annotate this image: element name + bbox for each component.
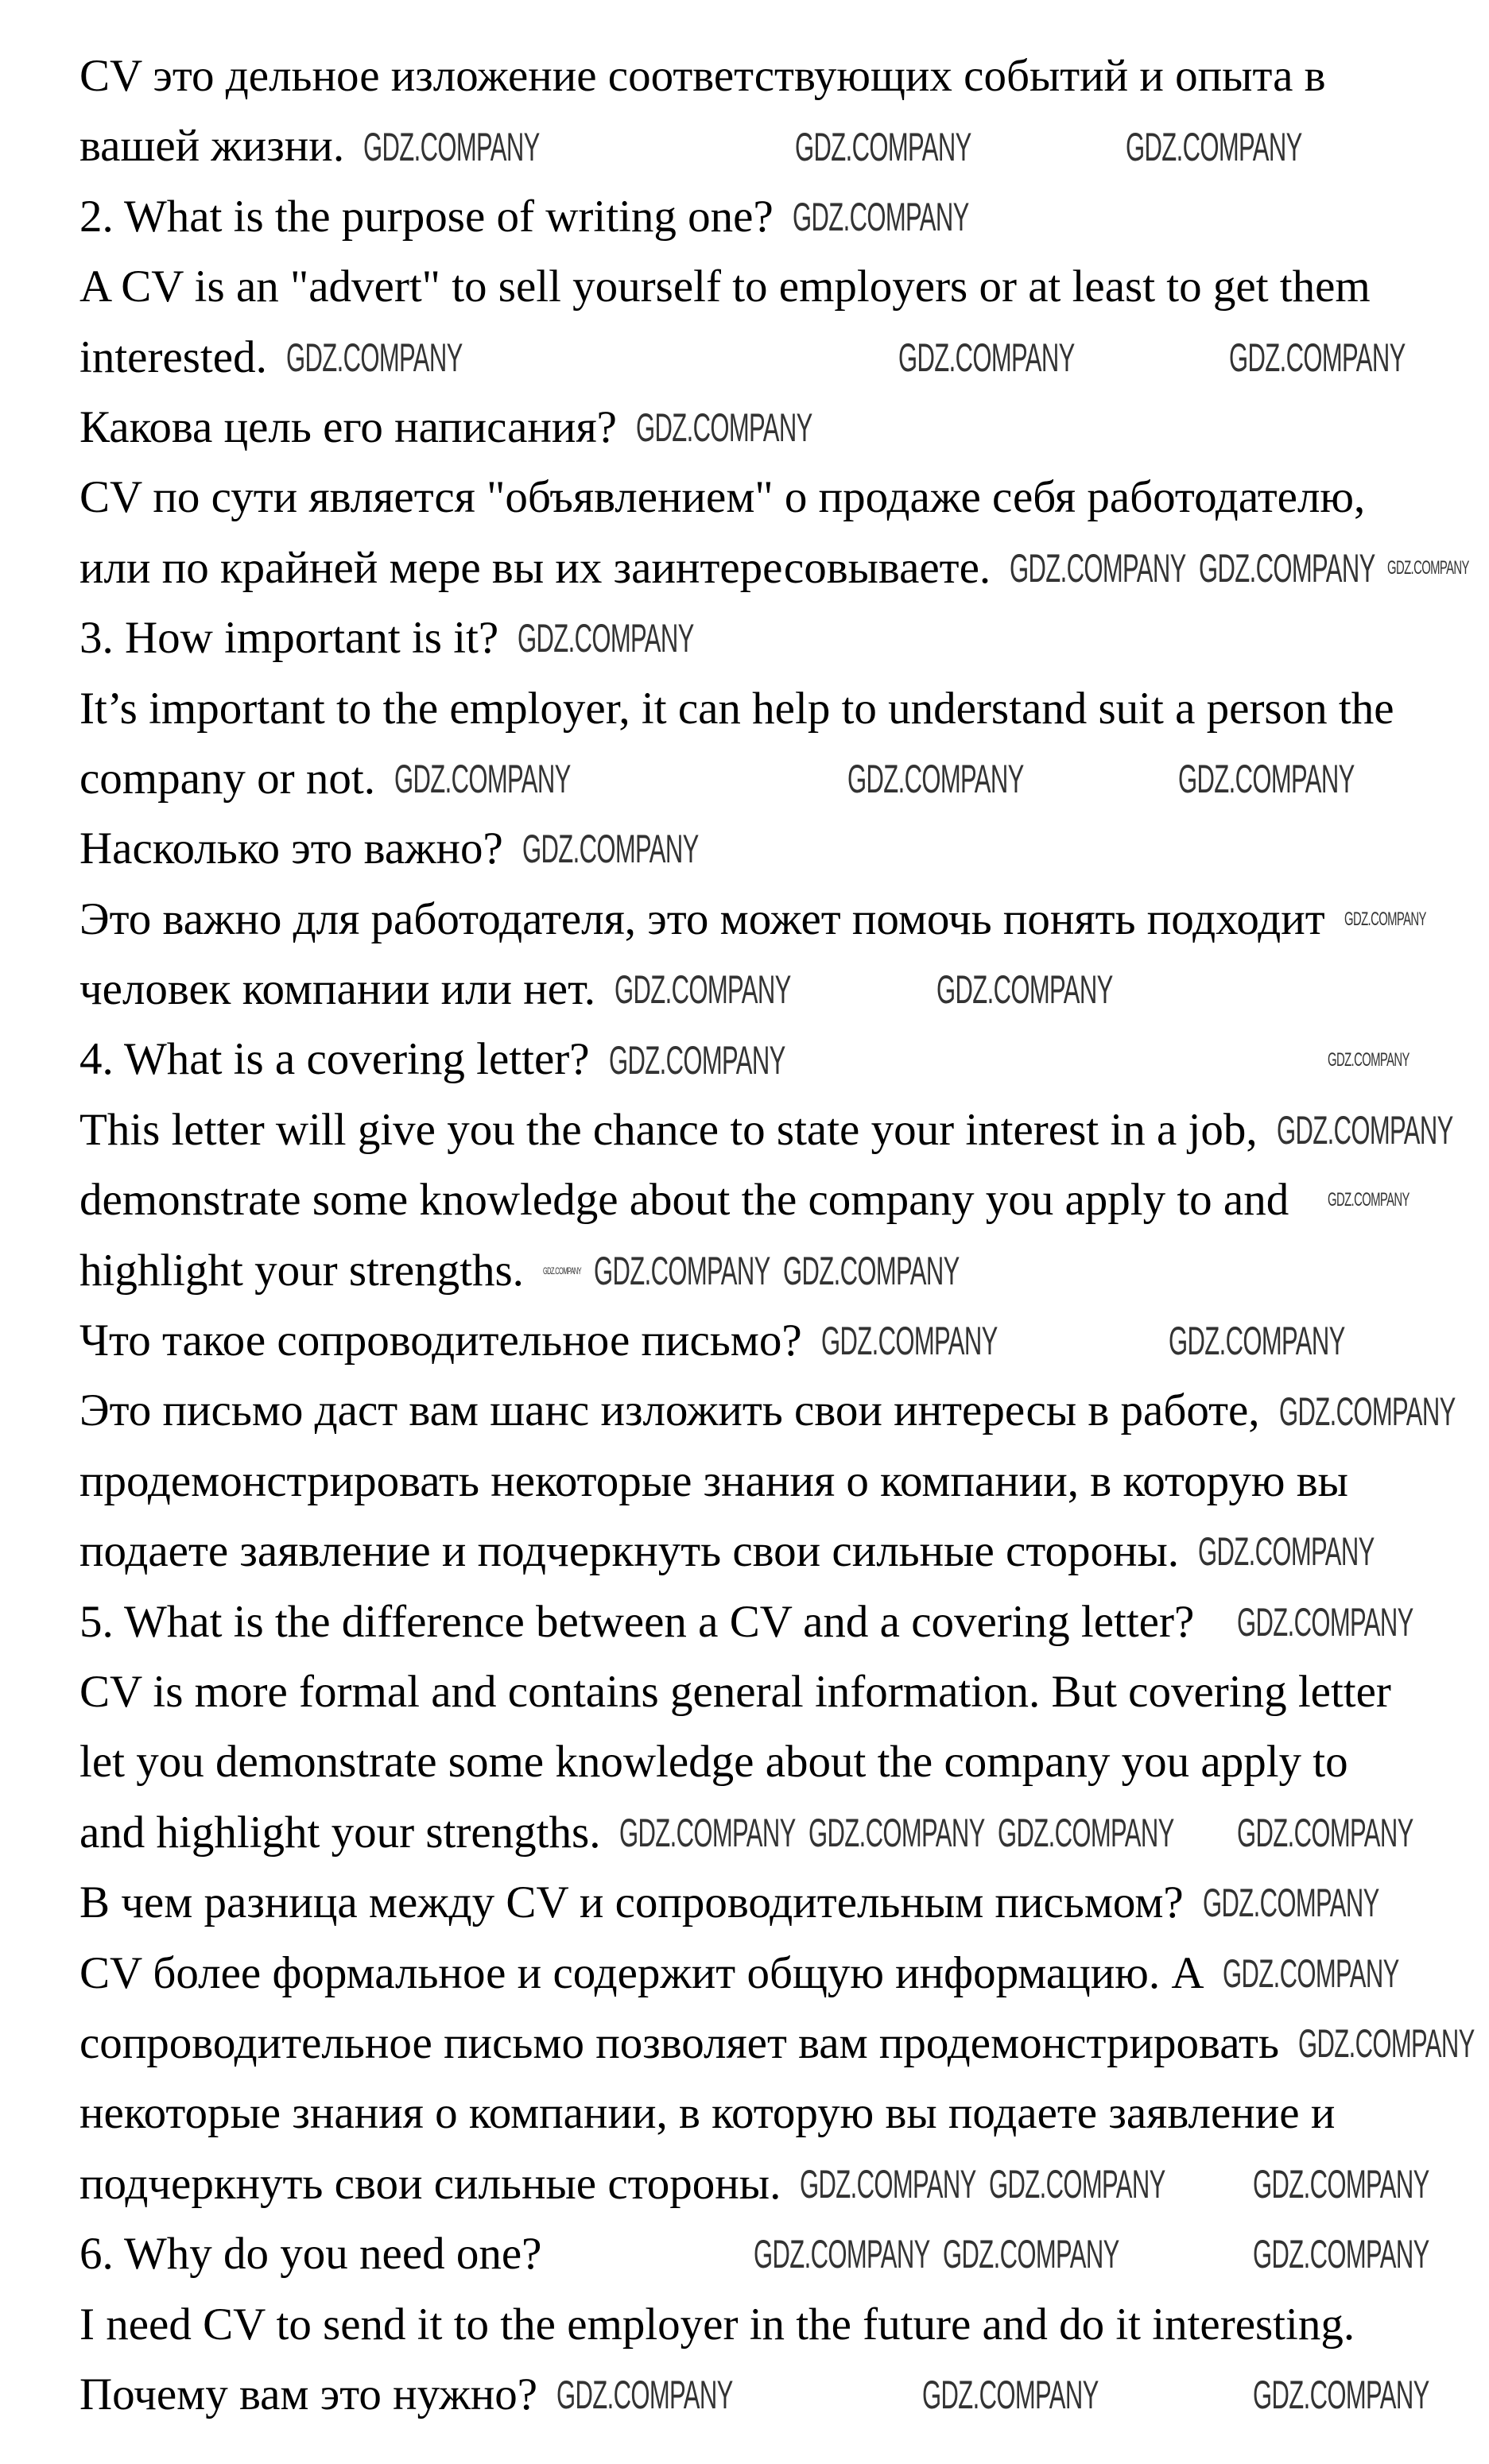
- watermark: GDZ.COMPANY: [1328, 1048, 1410, 1071]
- watermark: GDZ.COMPANY: [800, 2161, 977, 2206]
- watermark: GDZ.COMPANY: [394, 757, 571, 802]
- text-line: 2. What is the purpose of writing one?: [79, 191, 774, 242]
- watermark: GDZ.COMPANY: [820, 1319, 998, 1364]
- watermark: GDZ.COMPANY: [792, 194, 969, 239]
- text-line: interested.: [79, 331, 267, 382]
- text-line: highlight your strengths.: [79, 1245, 524, 1296]
- watermark: GDZ.COMPANY: [542, 1265, 581, 1277]
- watermark: GDZ.COMPANY: [1198, 1529, 1375, 1575]
- watermark: GDZ.COMPANY: [593, 1248, 770, 1293]
- text-line: Это письмо даст вам шанс изложить свои интересы в работе,: [79, 1385, 1260, 1436]
- text-line: некоторые знания о компании, в которую вы подаете заявление и: [79, 2088, 1336, 2139]
- text-line: A CV is an "advert" to sell yourself to employers or at least to get them: [79, 262, 1371, 312]
- text-line: 4. What is a covering letter?: [79, 1034, 590, 1085]
- text-line: CV по сути является "объявлением" о продаже себя работодателю,: [79, 472, 1366, 523]
- watermark: GDZ.COMPANY: [1198, 545, 1375, 591]
- watermark: GDZ.COMPANY: [1387, 556, 1470, 579]
- watermark: GDZ.COMPANY: [1297, 2021, 1475, 2067]
- watermark: GDZ.COMPANY: [922, 2373, 1099, 2418]
- text-line: подчеркнуть свои сильные стороны.: [79, 2158, 781, 2209]
- watermark: GDZ.COMPANY: [898, 335, 1075, 380]
- watermark: GDZ.COMPANY: [808, 1810, 985, 1855]
- watermark: GDZ.COMPANY: [1344, 908, 1426, 930]
- text-line: let you demonstrate some knowledge about the company you apply to: [79, 1737, 1348, 1788]
- watermark: GDZ.COMPANY: [942, 2232, 1119, 2277]
- watermark: GDZ.COMPANY: [997, 1810, 1174, 1855]
- watermark: GDZ.COMPANY: [614, 967, 791, 1013]
- text-line: This letter will give you the chance to state your interest in a job,: [79, 1104, 1258, 1155]
- watermark: GDZ.COMPANY: [782, 1248, 960, 1293]
- text-line: It’s important to the employer, it can help to understand suit a person the: [79, 683, 1394, 734]
- text-line: или по крайней мере вы их заинтересовываете.: [79, 542, 991, 593]
- watermark: GDZ.COMPANY: [754, 2232, 930, 2277]
- watermark: GDZ.COMPANY: [619, 1810, 797, 1855]
- text-line: Это важно для работодателя, это может помочь понять подходит: [79, 893, 1325, 944]
- watermark: GDZ.COMPANY: [518, 616, 694, 661]
- text-line: продемонстрировать некоторые знания о компании, в которую вы: [79, 1455, 1348, 1506]
- text-line: В чем разница между CV и сопроводительным письмом?: [79, 1877, 1184, 1928]
- watermark: GDZ.COMPANY: [363, 124, 540, 169]
- text-line: 5. What is the difference between a CV and a covering letter?: [79, 1596, 1195, 1647]
- text-line: CV is more formal and contains general information. But covering letter: [79, 1666, 1391, 1717]
- watermark: GDZ.COMPANY: [1237, 1810, 1413, 1855]
- text-line: demonstrate some knowledge about the company you apply to and: [79, 1175, 1289, 1226]
- text-line: company or not.: [79, 753, 376, 804]
- watermark: GDZ.COMPANY: [1178, 757, 1355, 802]
- watermark: GDZ.COMPANY: [1229, 335, 1406, 380]
- watermark: GDZ.COMPANY: [989, 2161, 1165, 2206]
- text-line: подаете заявление и подчеркнуть свои сильные стороны.: [79, 1526, 1180, 1577]
- watermark: GDZ.COMPANY: [635, 405, 812, 451]
- watermark: GDZ.COMPANY: [1237, 1599, 1413, 1645]
- text-line: CV более формальное и содержит общую информацию. А: [79, 1947, 1204, 1998]
- text-line: Что такое сопроводительное письмо?: [79, 1315, 802, 1366]
- text-line: 6. Why do you need one?: [79, 2229, 542, 2280]
- text-line: Насколько это важно?: [79, 823, 503, 874]
- text-line: человек компании или нет.: [79, 964, 595, 1015]
- text-line: I need CV to send it to the employer in the future and do it interesting.: [79, 2299, 1355, 2350]
- watermark: GDZ.COMPANY: [1253, 2232, 1429, 2277]
- watermark: GDZ.COMPANY: [1328, 1189, 1410, 1211]
- watermark: GDZ.COMPANY: [847, 757, 1024, 802]
- watermark: GDZ.COMPANY: [522, 827, 699, 872]
- watermark: GDZ.COMPANY: [1276, 1108, 1453, 1153]
- watermark: GDZ.COMPANY: [608, 1037, 785, 1083]
- text-line: сопроводительное письмо позволяет вам продемонстрировать: [79, 2017, 1279, 2068]
- watermark: GDZ.COMPANY: [795, 124, 971, 169]
- text-line: 3. How important is it?: [79, 613, 499, 664]
- watermark: GDZ.COMPANY: [285, 335, 463, 380]
- watermark: GDZ.COMPANY: [1202, 1881, 1379, 1926]
- watermark: GDZ.COMPANY: [1223, 1951, 1400, 1996]
- watermark: GDZ.COMPANY: [1253, 2161, 1429, 2206]
- watermark: GDZ.COMPANY: [1126, 124, 1302, 169]
- watermark: GDZ.COMPANY: [556, 2373, 733, 2418]
- watermark: GDZ.COMPANY: [1010, 545, 1186, 591]
- text-line: Какова цель его написания?: [79, 401, 617, 452]
- text-line: Почему вам это нужно?: [79, 2369, 538, 2419]
- watermark: GDZ.COMPANY: [936, 967, 1113, 1013]
- watermark: GDZ.COMPANY: [1253, 2373, 1429, 2418]
- text-line: вашей жизни.: [79, 121, 345, 172]
- text-line: CV это дельное изложение соответствующих событий и опыта в: [79, 51, 1326, 101]
- watermark: GDZ.COMPANY: [1278, 1389, 1456, 1434]
- watermark: GDZ.COMPANY: [1169, 1319, 1345, 1364]
- text-line: and highlight your strengths.: [79, 1807, 601, 1858]
